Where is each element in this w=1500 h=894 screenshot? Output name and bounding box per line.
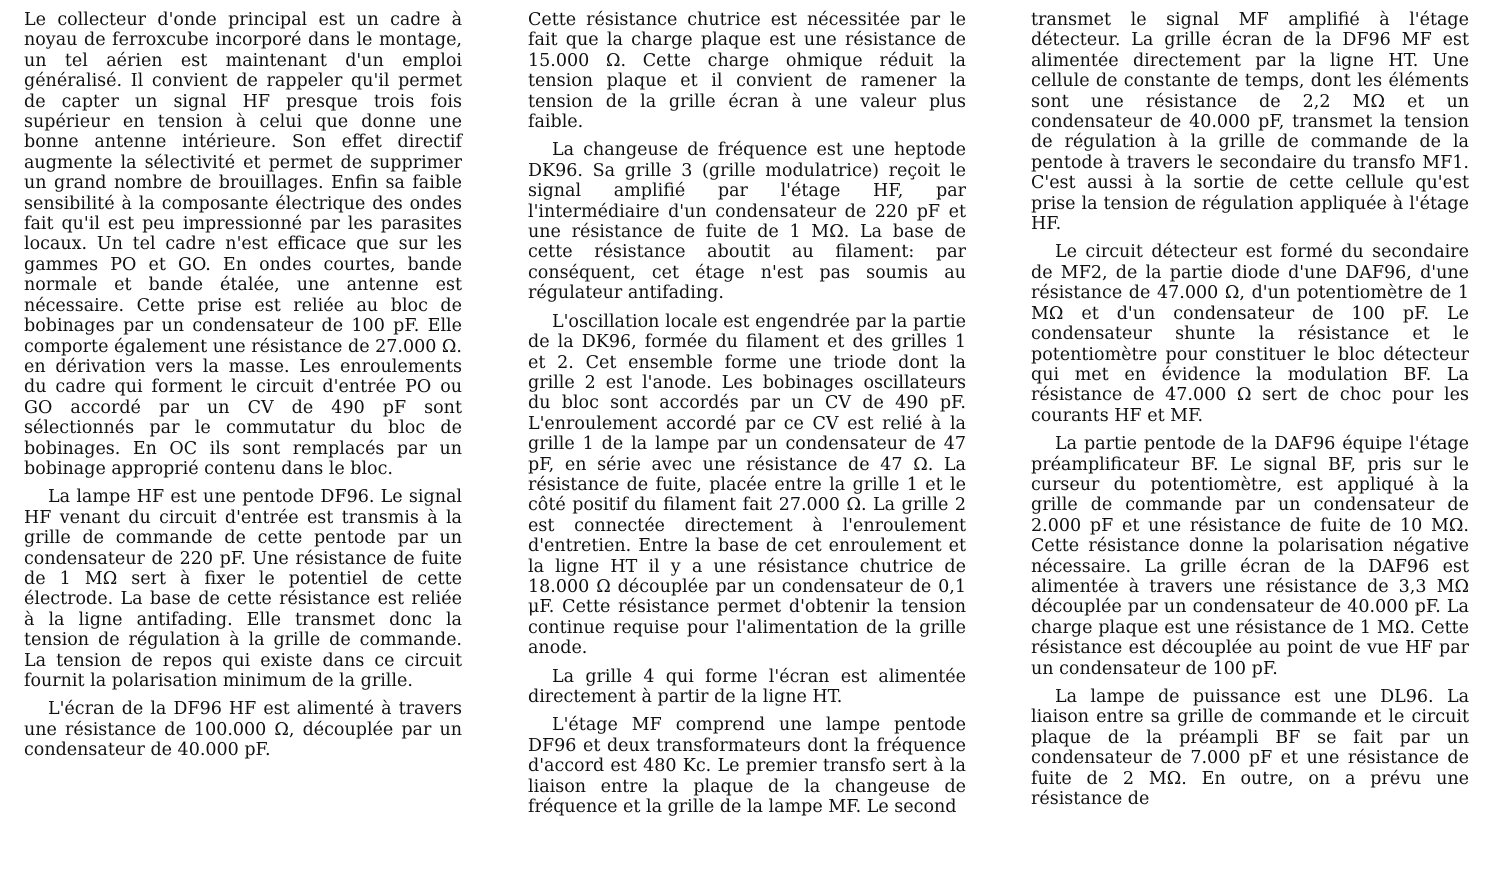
text-column-2 <box>528 10 966 817</box>
text-column-3 <box>1031 10 1469 809</box>
paragraph: Le collecteur d'onde principal est un cadre à noyau de ferroxcube incorporé dans le montage, un tel aérien est maintenant d'un emploi généralisé. Il convient de rappeler qu'il permet de capter un signal HF presque trois fois supérieur en tension à celui que donne une bonne antenne intérieure. Son effet directif augmente la sélectivité et permet de supprimer un grand nombre de brouillages. Enfin sa faible sensibilité à la composante électrique des ondes fait qu'il est peu impressionné par les parasites locaux. Un tel cadre n'est efficace que sur les gammes PO et GO. En ondes courtes, bande normale et bande étalée, une antenne est nécessaire. Cette prise est reliée au bloc de bobinages par un condensateur de 100 pF. Elle comporte également une résistance de 27.000 Ω. en dérivation vers la masse. Les enroulements du cadre qui forment le circuit d'entrée PO ou GO accordé par un CV de 490 pF sont sélectionnés par le commutatur du bloc de bobinages. En OC ils sont remplacés par un bobinage approprié contenu dans le bloc. <box>24 10 462 479</box>
paragraph: La partie pentode de la DAF96 équipe l'étage préamplificateur BF. Le signal BF, pris sur le curseur du potentiomètre, est appliqué à la grille de commande par un condensateur de 2.000 pF et une résistance de fuite de 10 MΩ. Cette résistance donne la polarisation négative nécessaire. La grille écran de la DAF96 est alimentée à travers une résistance de 3,3 MΩ découplée par un condensateur de 40.000 pF. La charge plaque est une résistance de 1 MΩ. Cette résistance est découplée au point de vue HF par un condensateur de 100 pF. <box>1031 434 1469 679</box>
paragraph: Cette résistance chutrice est nécessitée par le fait que la charge plaque est une résistance de 15.000 Ω. Cette charge ohmique réduit la tension plaque et il convient de ramener la tension de la grille écran à une valeur plus faible. <box>528 10 966 133</box>
text-column-1 <box>24 10 462 761</box>
paragraph: La changeuse de fréquence est une heptode DK96. Sa grille 3 (grille modulatrice) reçoit le signal amplifié par l'étage HF, par l'intermédiaire d'un condensateur de 220 pF et une résistance de fuite de 1 MΩ. La base de cette résistance aboutit au filament: par conséquent, cet étage n'est pas soumis au régulateur antifading. <box>528 140 966 304</box>
paragraph: L'oscillation locale est engendrée par la partie de la DK96, formée du filament et des grilles 1 et 2. Cet ensemble forme une triode dont la grille 2 est l'anode. Les bobinages oscillateurs du bloc sont accordés par un CV de 490 pF. L'enroulement accordé par ce CV est relié à la grille 1 de la lampe par un condensateur de 47 pF, en série avec une résistance de 47 Ω. La résistance de fuite, placée entre la grille 1 et le côté positif du filament fait 27.000 Ω. La grille 2 est connectée directement à l'enroulement d'entretien. Entre la base de cet enroulement et la ligne HT il y a une résistance chutrice de 18.000 Ω découplée par un condensateur de 0,1 μF. Cette résistance permet d'obtenir la tension continue requise pour l'alimentation de la grille anode. <box>528 311 966 659</box>
paragraph: L'étage MF comprend une lampe pentode DF96 et deux transformateurs dont la fréquence d'accord est 480 Kc. Le premier transfo sert à la liaison entre la plaque de la changeuse de fréquence et la grille de la lampe MF. Le second <box>528 715 966 818</box>
paragraph: Le circuit détecteur est formé du secondaire de MF2, de la partie diode d'une DAF96, d'une résistance de 47.000 Ω, d'un potentiomètre de 1 MΩ et d'un condensateur de 100 pF. Le condensateur shunte la résistance et le potentiomètre pour constituer le bloc détecteur qui met en évidence la modulation BF. La résistance de 47.000 Ω sert de choc pour les courants HF et MF. <box>1031 242 1469 426</box>
paragraph: transmet le signal MF amplifié à l'étage détecteur. La grille écran de la DF96 MF est alimentée directement par la ligne HT. Une cellule de constante de temps, dont les éléments sont une résistance de 2,2 MΩ et un condensateur de 40.000 pF, transmet la tension de régulation à la grille de commande de la pentode à travers le secondaire du transfo MF1. C'est aussi à la sortie de cette cellule qu'est prise la tension de régulation appliquée à l'étage HF. <box>1031 10 1469 235</box>
paragraph: L'écran de la DF96 HF est alimenté à travers une résistance de 100.000 Ω, découplée par un condensateur de 40.000 pF. <box>24 699 462 761</box>
paragraph: La lampe HF est une pentode DF96. Le signal HF venant du circuit d'entrée est transmis à la grille de commande de cette pentode par un condensateur de 220 pF. Une résistance de fuite de 1 MΩ sert à fixer le potentiel de cette électrode. La base de cette résistance est reliée à la ligne antifading. Elle transmet donc la tension de régulation à la grille de commande. La tension de repos qui existe dans ce circuit fournit la polarisation minimum de la grille. <box>24 487 462 691</box>
paragraph: La grille 4 qui forme l'écran est alimentée directement à partir de la ligne HT. <box>528 666 966 707</box>
paragraph: La lampe de puissance est une DL96. La liaison entre sa grille de commande et le circuit plaque de la préampli BF se fait par un condensateur de 7.000 pF et une résistance de fuite de 2 MΩ. En outre, on a prévu une résistance de <box>1031 687 1469 810</box>
